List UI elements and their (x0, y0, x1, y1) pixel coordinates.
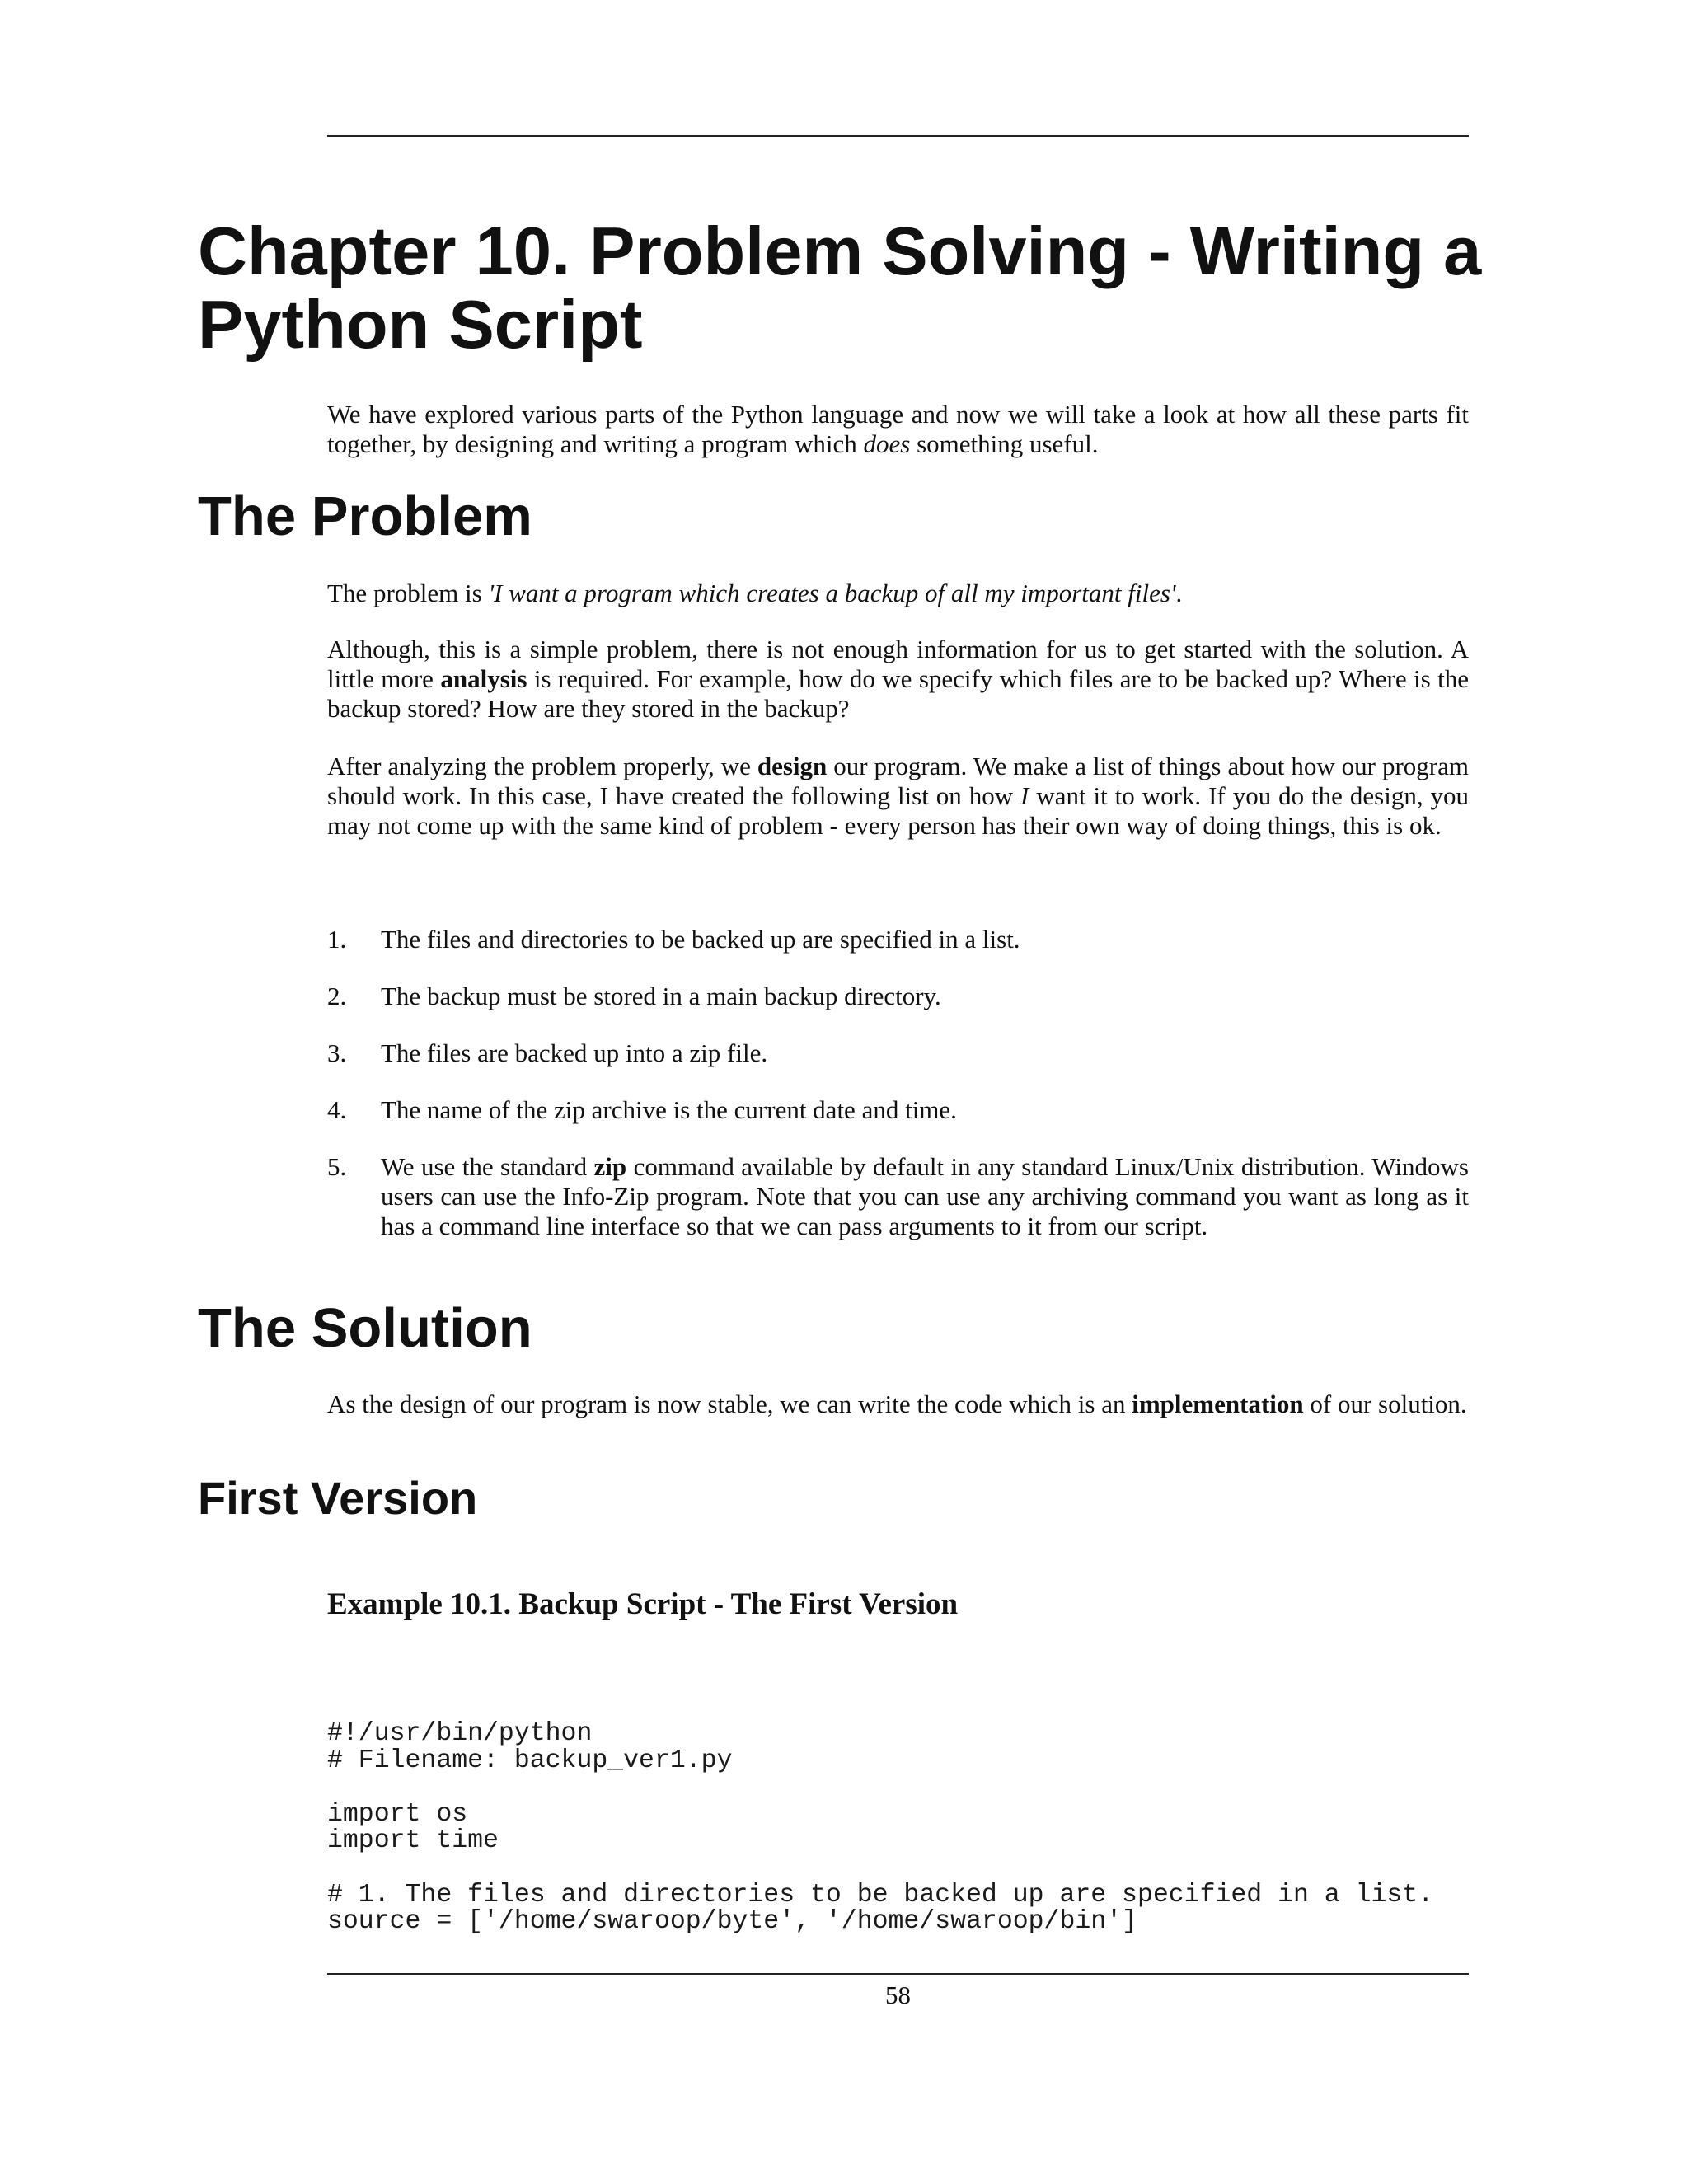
problem-heading: The Problem (198, 485, 532, 547)
implementation-term: implementation (1132, 1390, 1304, 1418)
problem-paragraph-3-emphasis: I (1020, 781, 1029, 810)
list-item-number: 4. (327, 1095, 347, 1124)
code-line: source = ['/home/swaroop/byte', '/home/swaroop/bin'] (327, 1907, 1137, 1937)
problem-paragraph-2-end: is required. For example, how do we specify which files are to be backed up? Where is the backup stored? How are they stored in the backup? (327, 664, 1469, 723)
problem-paragraph-1-text: The problem is (327, 579, 489, 607)
list-item-number: 2. (327, 982, 347, 1010)
chapter-title: Chapter 10. Problem Solving - Writing a Python Script (198, 213, 1482, 363)
list-item (327, 1095, 1469, 1125)
problem-paragraph-3-end: want it to work. If you do the design, you may not come up with the same kind of problem - every person has their own way of doing things, this is ok. (327, 781, 1469, 840)
chapter-intro (327, 400, 1469, 459)
chapter-intro-emphasis: does (863, 429, 911, 458)
header-rule (327, 135, 1469, 137)
list-item-5-end: command available by default in any standard Linux/Unix distribution. Windows users can use the Info-Zip program. Note that you can use any archiving command you want as long as it has a command line interface so that we can pass arguments to it from our script. (381, 1152, 1470, 1240)
chapter-intro-end: something useful. (910, 429, 1099, 458)
zip-command-term: zip (593, 1152, 627, 1181)
list-item (327, 1038, 1469, 1068)
problem-paragraph-1-end: . (1175, 579, 1183, 607)
code-line: #!/usr/bin/python (327, 1719, 593, 1748)
chapter-intro-text: We have explored various parts of the Python language and now we will take a look at how all these parts fit together, by designing and writing a program which (327, 400, 1469, 458)
code-line: # Filename: backup_ver1.py (327, 1746, 733, 1775)
list-item-text (381, 1152, 1469, 1241)
code-line: import time (327, 1826, 499, 1856)
footer-rule (327, 1973, 1469, 1975)
problem-paragraph-2 (327, 635, 1469, 724)
design-term: design (757, 752, 828, 780)
first-version-heading: First Version (198, 1472, 478, 1524)
code-line: import os (327, 1799, 468, 1829)
list-item (327, 925, 1469, 954)
problem-paragraph-2-text: Although, this is a simple problem, there is not enough information for us to get started with the solution. A little more (327, 635, 1469, 693)
code-line (327, 1774, 1433, 1802)
list-item (327, 1152, 1469, 1241)
list-item-text: The name of the zip archive is the current date and time. (381, 1095, 957, 1124)
problem-paragraph-3 (327, 752, 1469, 841)
example-title: Example 10.1. Backup Script - The First Version (327, 1587, 959, 1621)
list-item-number: 1. (327, 925, 347, 954)
code-block (327, 1721, 1433, 1936)
code-line: # 1. The files and directories to be backed up are specified in a list. (327, 1880, 1434, 1910)
solution-heading: The Solution (198, 1297, 532, 1359)
list-item-5-text: We use the standard (381, 1152, 594, 1181)
code-line (327, 1855, 1433, 1882)
list-item-text: The files and directories to be backed up are specified in a list. (381, 925, 1020, 954)
analysis-term: analysis (440, 664, 528, 693)
list-item (327, 982, 1469, 1011)
list-item-number: 5. (327, 1152, 347, 1181)
solution-paragraph-text: As the design of our program is now stable, we can write the code which is an (327, 1390, 1132, 1418)
list-item-number: 3. (327, 1038, 347, 1067)
problem-paragraph-1 (327, 579, 1469, 608)
list-item-text: The files are backed up into a zip file. (381, 1038, 768, 1067)
problem-paragraph-3-text: After analyzing the problem properly, we (327, 752, 757, 780)
solution-paragraph (327, 1390, 1469, 1419)
solution-paragraph-end: of our solution. (1303, 1390, 1467, 1418)
list-item-text: The backup must be stored in a main backup directory. (381, 982, 941, 1010)
problem-paragraph-3-middle: our program. We make a list of things about how our program should work. In this case, I have created the following list on how (327, 752, 1469, 810)
page-number: 58 (885, 1980, 911, 2009)
problem-statement-quote: 'I want a program which creates a backup of all my important files' (488, 579, 1176, 607)
